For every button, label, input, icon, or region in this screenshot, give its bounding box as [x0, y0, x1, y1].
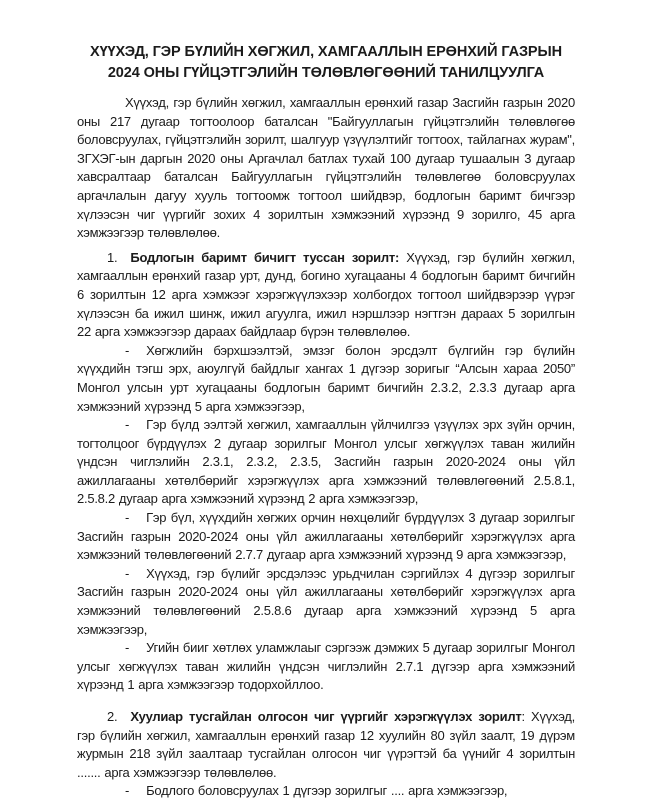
- section-2-heading: Хуулиар тусгайлан олгосон чиг үүргийг хэрэгжүүлэх зорилт: [130, 709, 522, 724]
- bullet-text: Хөгжлийн бэрхшээлтэй, эмзэг болон эрсдэлт бүлгийн гэр бүлийн хүүхдийн тэгш эрх, аюулгүй байдлыг хангах 1 дүгээр зоригыг “Алсын хараа 2050” Монгол улсын урт хугацааны бодлогын баримт бичгийн 2.3.2, 2.3.3 дугаар арга хэмжээний хүрээнд 5 арга хэмжээгээр,: [77, 342, 575, 414]
- bullet-text: Хүүхэд, гэр бүлийг эрсдэлээс урьдчилан сэргийлэх 4 дүгээр зорилгыг Засгийн газрын 2020-2024 оны үйл ажиллагааны хөтөлбөрийг хэрэгжүүлэх арга хэмжээний төлөвлөгөөний 2.5.8.6 дугаар арга хэмжээний хүрээнд 5 арга хэмжээгээр,: [77, 565, 575, 637]
- bullet-item: [77, 639, 575, 695]
- section-2-bullet-list: [77, 782, 575, 801]
- section-1-number: 1.: [107, 249, 118, 265]
- bullet-item: [77, 416, 575, 509]
- section-2-paragraph: [77, 708, 575, 782]
- section-1-paragraph: [77, 249, 575, 342]
- intro-paragraph: Хүүхэд, гэр бүлийн хөгжил, хамгааллын ерөнхий газар Засгийн газрын 2020 оны 217 дугаар тогтоолоор баталсан "Байгууллагын гүйцэтгэлийн төлөвлөгөө боловсруулах, гүйцэтгэлийн зорилт, шалгуур үзүүлэлтийг тогтоох, тайлагнах журам", ЗГХЭГ-ын даргын 2020 оны Аргачлал батлах тухай 100 дугаар тушаалын 3 дугаар хавсралтаар баталсан Байгууллагын гүйцэтгэлийн төлөвлөгөө боловсруулах аргачлалын дагуу хууль тогтоомж тогтоол шийдвэр, бодлогын баримт бичгээр хүлээсэн чиг үүргийг зохих 4 зорилтын хэмжээний хүрээнд 9 зорилго, 45 арга хэмжээгээр төлөвлөлөө.: [77, 95, 575, 241]
- bullet-dash: -: [125, 510, 130, 526]
- section-1-heading: Бодлогын баримт бичигт туссан зорилт:: [130, 249, 400, 265]
- bullet-item: [77, 509, 575, 565]
- bullet-dash: -: [125, 783, 130, 799]
- bullet-dash: -: [125, 565, 130, 581]
- bullet-text: Угийн бииг хөтлөх уламжлаыг сэргээж дэмжих 5 дугаар зорилгыг Монгол улсыг хөгжүүлэх таван жилийн үндсэн чиглэлийн 2.7.1 дүгээр арга хэмжээний хүрээнд 1 арга хэмжээгээр тодорхойллоо.: [77, 640, 575, 693]
- document-title: [77, 42, 575, 84]
- section-2-number: 2.: [107, 709, 118, 724]
- bullet-dash: -: [125, 640, 130, 656]
- bullet-text: Гэр бүл, хүүхдийн хөгжих орчин нөхцөлийг бүрдүүлэх 3 дугаар зорилгыг Засгийн газрын 2020-2024 оны үйл ажиллагааны хөтөлбөрийг хэрэгжүүлэх арга хэмжээний төлөвлөгөөний 2.7.7 дугаар арга хэмжээний хүрээнд 9 арга хэмжээгээр,: [77, 510, 575, 563]
- bullet-text: Гэр бүлд ээлтэй хөгжил, хамгааллын үйлчилгээ үзүүлэх эрх зүйн орчин, тогтолцоог бүрдүүлэх 2 дугаар зорилгыг Монгол улсыг хөгжүүлэх таван жилийн үндсэн чиглэлийн 2.3.1, 2.3.2, 2.3.5, Засгийн газрын 2020-2024 оны үйл ажиллагааны хөтөлбөрийг хэрэгжүүлэх арга хэмжээний төлөвлөгөөний 2.5.8.1, 2.5.8.2 дугаар арга хэмжээний хүрээнд 2 арга хэмжээгээр,: [77, 417, 575, 507]
- section-1-body: Хүүхэд, гэр бүлийн хөгжил, хамгааллын ерөнхий газар урт, дунд, богино хугацааны 4 бодлогын баримт бичгийн 6 зорилтын 12 арга хэмжээг хэрэгжүүлэхээр холбогдох тогтоол шийдвэрээр үүрэг хүлээсэн ба ижил шинж, ижил агуулга, ижил нэршлээр нэгтгэн дараах 5 зорилгын 22 арга хэмжээгээр дараах байдлаар бүрэн төлөвлөлөө.: [77, 249, 575, 340]
- bullet-dash: -: [125, 417, 130, 433]
- bullet-text: Бодлого боловсруулах 1 дүгээр зорилгыг .... арга хэмжээгээр,: [146, 783, 508, 799]
- bullet-item: [77, 342, 575, 416]
- document-title-line2: 2024 ОНЫ ГҮЙЦЭТГЭЛИЙН ТӨЛӨВЛӨГӨӨНИЙ ТАНИЛЦУУЛГА: [107, 65, 545, 81]
- bullet-dash: -: [125, 342, 130, 358]
- section-1-bullet-list: [77, 342, 575, 695]
- document-title-line1: ХҮҮХЭД, ГЭР БҮЛИЙН ХӨГЖИЛ, ХАМГААЛЛЫН ЕРӨНХИЙ ГАЗРЫН: [90, 44, 562, 60]
- bullet-item: [77, 565, 575, 639]
- section-2-body: : Хүүхэд, гэр бүлийн хөгжил, хамгааллын ерөнхий газар 12 хуулийн 80 зүйл заалт, 19 дүрэм журмын 218 зүйл заалтаар тусгайлан олгосон чиг үүрэгтэй ба үүнийг 4 зорилтын ....... арга хэмжээгээр төлөвлөлөө.: [77, 709, 575, 780]
- bullet-item: [77, 782, 575, 801]
